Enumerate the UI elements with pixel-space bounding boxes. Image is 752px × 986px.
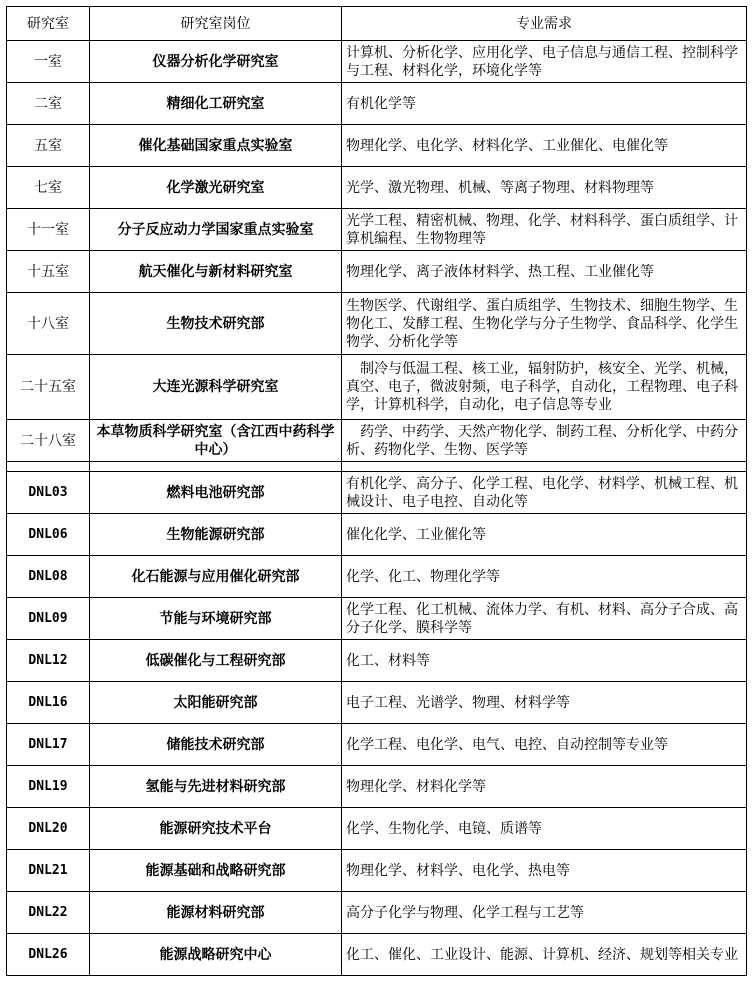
- table-row: [7, 293, 747, 355]
- header-requirements: 专业需求: [342, 7, 747, 41]
- position-name-cell: 生物能源研究部: [90, 514, 342, 556]
- lab-id-cell: 二室: [7, 83, 90, 125]
- table-row: [7, 167, 747, 209]
- table-row: [7, 420, 747, 462]
- lab-id-cell: 一室: [7, 41, 90, 83]
- table-row: [7, 355, 747, 420]
- table-row: [7, 209, 747, 251]
- table-row: [7, 808, 747, 850]
- requirements-cell: 物理化学、材料学、电化学、热电等: [342, 850, 747, 892]
- requirements-cell: 生物医学、代谢组学、蛋白质组学、生物技术、细胞生物学、生物化工、发酵工程、生物化学与分子生物学、食品科学、化学生物学、分析化学等: [342, 293, 747, 355]
- table-row: [7, 514, 747, 556]
- table-row: [7, 472, 747, 514]
- requirements-cell: 物理化学、材料化学等: [342, 766, 747, 808]
- position-name-cell: 分子反应动力学国家重点实验室: [90, 209, 342, 251]
- requirements-cell: 光学、激光物理、机械、等离子物理、材料物理等: [342, 167, 747, 209]
- lab-id-cell: 五室: [7, 125, 90, 167]
- lab-id-cell: 十八室: [7, 293, 90, 355]
- table-row: [7, 598, 747, 640]
- requirements-cell: 化学工程、电化学、电气、电控、自动控制等专业等: [342, 724, 747, 766]
- requirements-cell: 催化化学、工业催化等: [342, 514, 747, 556]
- lab-id-cell: DNL26: [7, 934, 90, 976]
- table-row: [7, 251, 747, 293]
- research-positions-table: [6, 6, 747, 976]
- requirements-cell: 光学工程、精密机械、物理、化学、材料科学、蛋白质组学、计算机编程、生物物理等: [342, 209, 747, 251]
- requirements-cell: 化工、催化、工业设计、能源、计算机、经济、规划等相关专业: [342, 934, 747, 976]
- position-name-cell: 航天催化与新材料研究室: [90, 251, 342, 293]
- lab-id-cell: DNL09: [7, 598, 90, 640]
- position-name-cell: 太阳能研究部: [90, 682, 342, 724]
- position-name-cell: 生物技术研究部: [90, 293, 342, 355]
- lab-id-cell: DNL12: [7, 640, 90, 682]
- requirements-cell: 计算机、分析化学、应用化学、电子信息与通信工程、控制科学与工程、材料化学，环境化学等: [342, 41, 747, 83]
- lab-id-cell: DNL17: [7, 724, 90, 766]
- requirements-cell: 有机化学、高分子、化学工程、电化学、材料学、机械工程、机械设计、电子电控、自动化等: [342, 472, 747, 514]
- table-row: [7, 556, 747, 598]
- requirements-cell: 有机化学等: [342, 83, 747, 125]
- lab-id-cell: DNL03: [7, 472, 90, 514]
- table-body: [7, 41, 747, 976]
- lab-id-cell: DNL16: [7, 682, 90, 724]
- header-position: 研究室岗位: [90, 7, 342, 41]
- table-row: [7, 41, 747, 83]
- position-name-cell: 本草物质科学研究室（含江西中药科学中心）: [90, 420, 342, 462]
- table-row: [7, 766, 747, 808]
- requirements-cell: 化学、化工、物理化学等: [342, 556, 747, 598]
- position-name-cell: 大连光源科学研究室: [90, 355, 342, 420]
- table-row: [7, 462, 747, 472]
- position-name-cell: 能源材料研究部: [90, 892, 342, 934]
- table-row: [7, 125, 747, 167]
- lab-id-cell: DNL19: [7, 766, 90, 808]
- position-name-cell: [90, 462, 342, 472]
- position-name-cell: 节能与环境研究部: [90, 598, 342, 640]
- requirements-cell: 化学、生物化学、电镜、质谱等: [342, 808, 747, 850]
- requirements-cell: 物理化学、离子液体材料学、热工程、工业催化等: [342, 251, 747, 293]
- position-name-cell: 催化基础国家重点实验室: [90, 125, 342, 167]
- position-name-cell: 化学激光研究室: [90, 167, 342, 209]
- lab-id-cell: 二十五室: [7, 355, 90, 420]
- position-name-cell: 低碳催化与工程研究部: [90, 640, 342, 682]
- position-name-cell: 氢能与先进材料研究部: [90, 766, 342, 808]
- lab-id-cell: 十一室: [7, 209, 90, 251]
- lab-id-cell: DNL20: [7, 808, 90, 850]
- position-name-cell: 能源战略研究中心: [90, 934, 342, 976]
- requirements-cell: 药学、中药学、天然产物化学、制药工程、分析化学、中药分析、药物化学、生物、医学等: [342, 420, 747, 462]
- requirements-cell: 物理化学、电化学、材料化学、工业催化、电催化等: [342, 125, 747, 167]
- position-name-cell: 能源基础和战略研究部: [90, 850, 342, 892]
- lab-id-cell: DNL22: [7, 892, 90, 934]
- header-lab: 研究室: [7, 7, 90, 41]
- position-name-cell: 能源研究技术平台: [90, 808, 342, 850]
- requirements-cell: 高分子化学与物理、化学工程与工艺等: [342, 892, 747, 934]
- table-row: [7, 892, 747, 934]
- requirements-cell: [342, 462, 747, 472]
- header-row: [7, 7, 747, 41]
- lab-id-cell: DNL06: [7, 514, 90, 556]
- lab-id-cell: 十五室: [7, 251, 90, 293]
- position-name-cell: 燃料电池研究部: [90, 472, 342, 514]
- position-name-cell: 精细化工研究室: [90, 83, 342, 125]
- lab-id-cell: 七室: [7, 167, 90, 209]
- lab-id-cell: DNL08: [7, 556, 90, 598]
- table-row: [7, 682, 747, 724]
- table-row: [7, 640, 747, 682]
- table-row: [7, 934, 747, 976]
- position-name-cell: 储能技术研究部: [90, 724, 342, 766]
- table-row: [7, 850, 747, 892]
- requirements-cell: 化学工程、化工机械、流体力学、有机、材料、高分子合成、高分子化学、膜科学等: [342, 598, 747, 640]
- lab-id-cell: [7, 462, 90, 472]
- table-row: [7, 83, 747, 125]
- requirements-cell: 电子工程、光谱学、物理、材料学等: [342, 682, 747, 724]
- lab-id-cell: 二十八室: [7, 420, 90, 462]
- table-row: [7, 724, 747, 766]
- position-name-cell: 化石能源与应用催化研究部: [90, 556, 342, 598]
- position-name-cell: 仪器分析化学研究室: [90, 41, 342, 83]
- requirements-cell: 化工、材料等: [342, 640, 747, 682]
- requirements-cell: 制冷与低温工程、核工业，辐射防护，核安全、光学、机械，真空、电子，微波射频，电子科学，自动化，工程物理、电子科学，计算机科学，自动化，电子信息等专业: [342, 355, 747, 420]
- lab-id-cell: DNL21: [7, 850, 90, 892]
